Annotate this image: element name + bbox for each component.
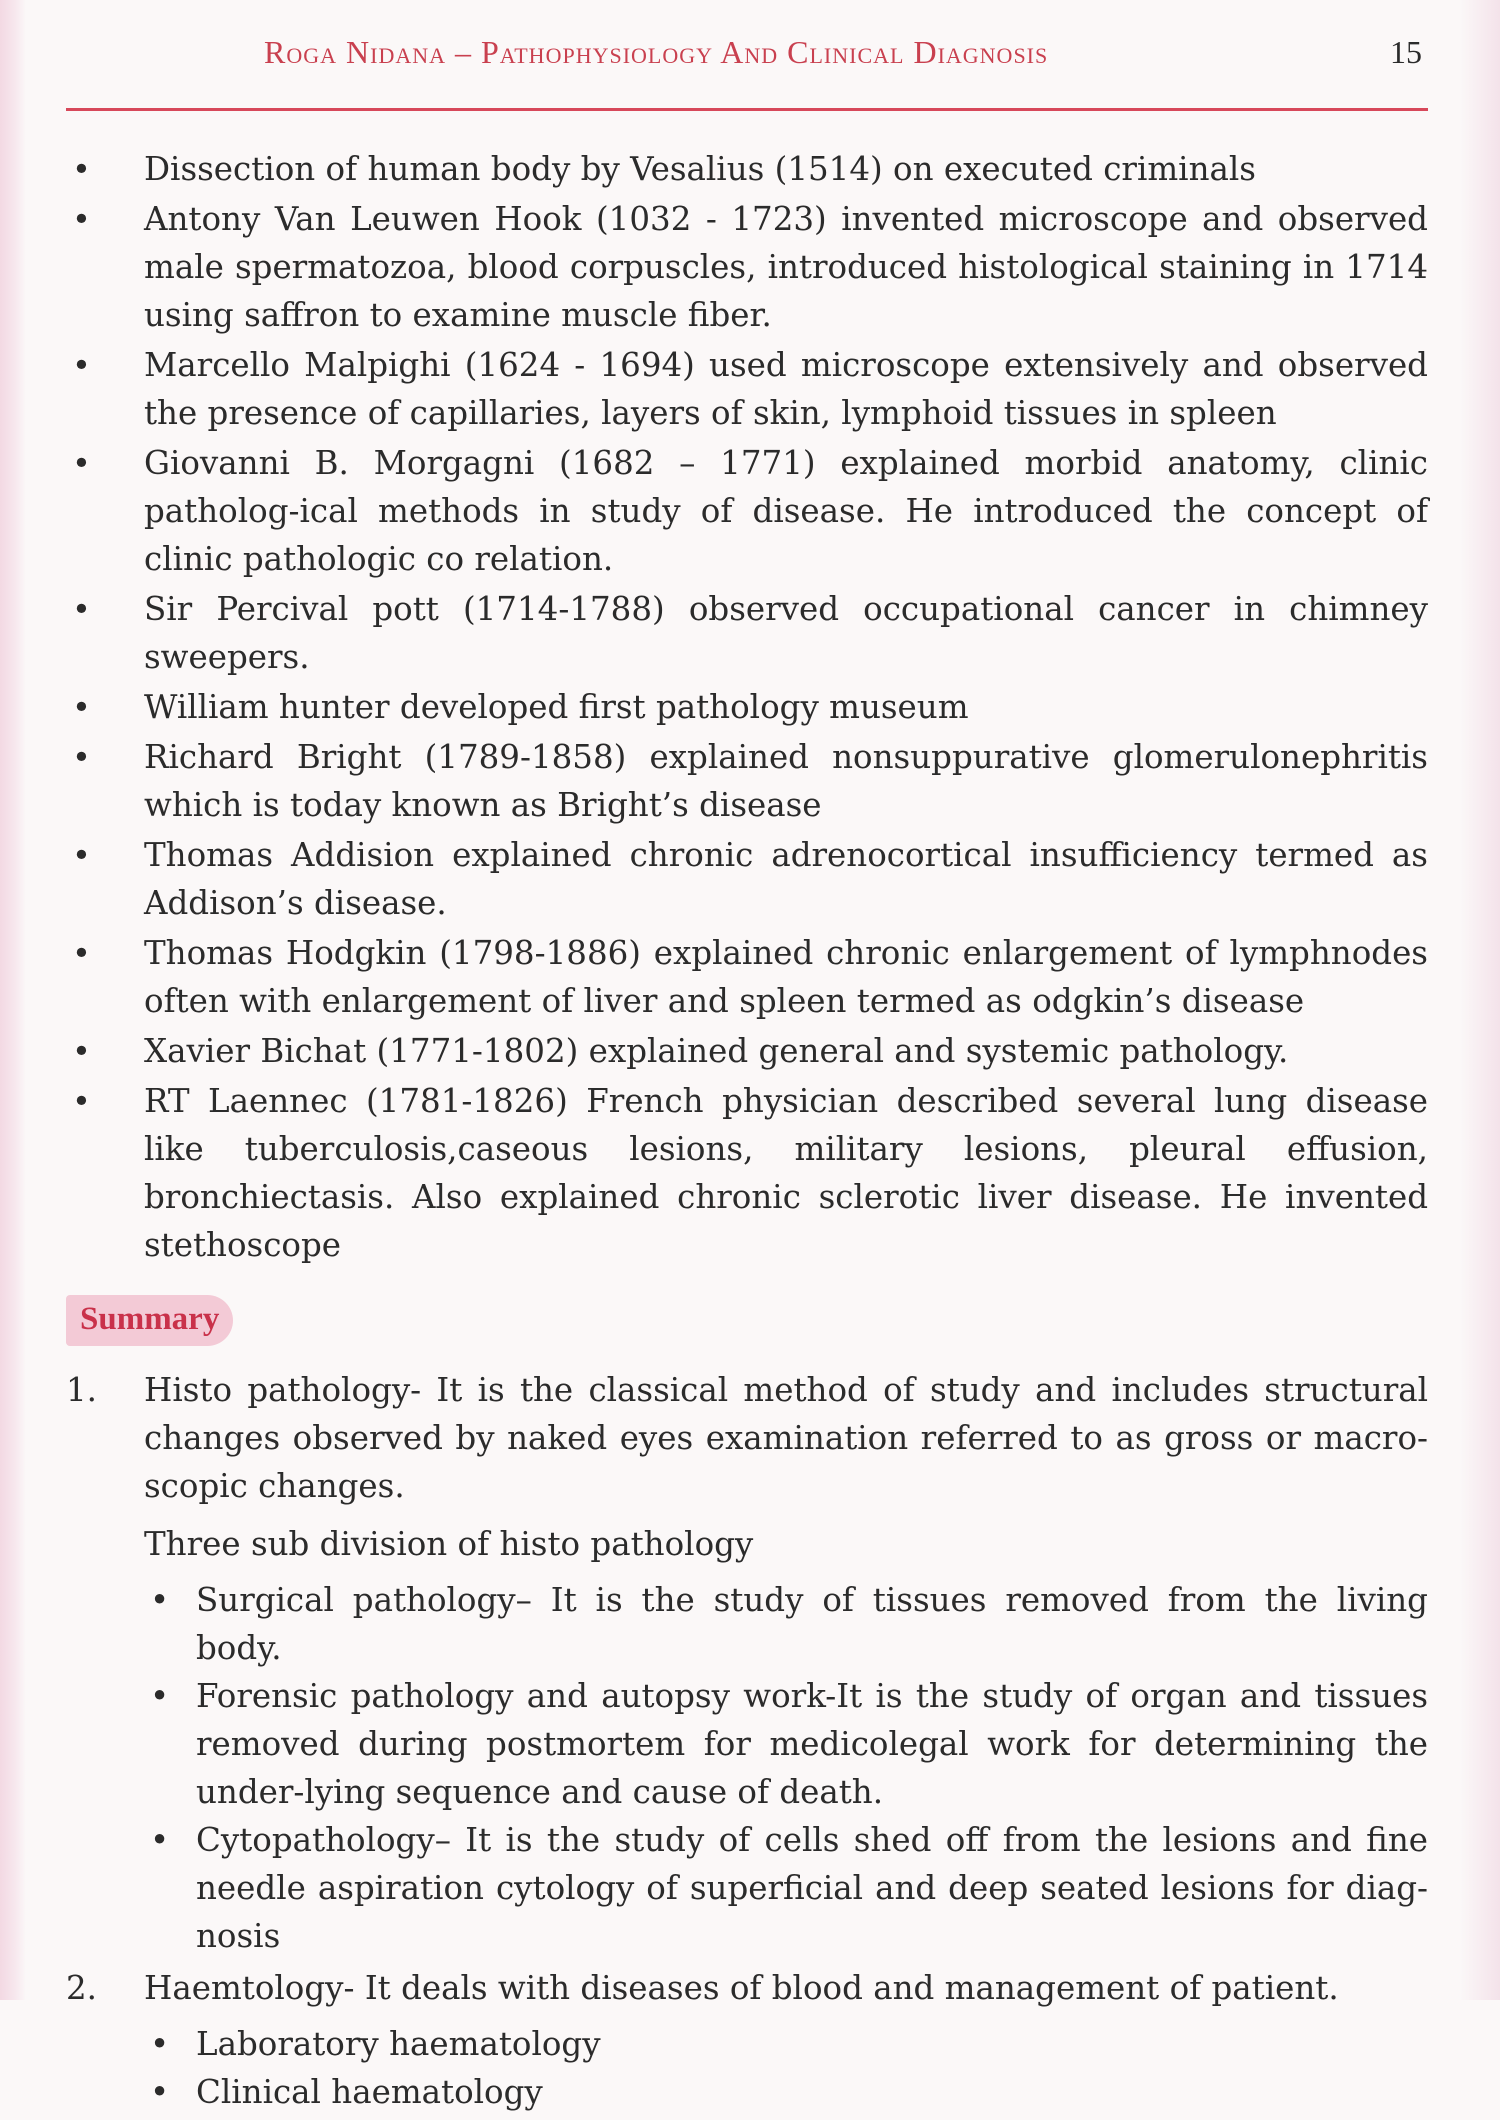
bullet-icon: •	[72, 590, 91, 628]
list-item: • Marcello Malpighi (1624 - 1694) used microscope extensively and observed the presence of capillaries, layers of skin, lymphoid tissues in spleen	[66, 341, 1428, 437]
item-number: 1.	[66, 1371, 98, 1409]
bullet-icon: •	[72, 1082, 91, 1120]
bullet-icon: •	[72, 688, 91, 726]
list-item: • Sir Percival pott (1714-1788) observed occupational cancer in chimney sweepers.	[66, 585, 1428, 681]
bullet-icon: •	[72, 836, 91, 874]
list-item: • Xavier Bichat (1771-1802) explained general and systemic pathology.	[66, 1027, 1428, 1075]
bullet-icon: •	[150, 1581, 170, 1619]
item-text: Haemtology- It deals with diseases of blood and management of patient.	[144, 1969, 1339, 2007]
book-page	[66, 0, 1428, 2120]
sub-list-item: • Laboratory haematology	[144, 2020, 1428, 2068]
bullet-icon: •	[72, 200, 91, 238]
summary-item	[66, 1366, 1428, 1960]
bullet-icon: •	[72, 444, 91, 482]
page-number: 15	[1390, 34, 1422, 70]
list-item: • Dissection of human body by Vesalius (1514) on executed criminals	[66, 145, 1428, 193]
running-header	[66, 30, 1428, 111]
list-item: • William hunter developed first pathology museum	[66, 683, 1428, 731]
bullet-icon: •	[72, 346, 91, 384]
list-item: • Giovanni B. Morgagni (1682 – 1771) explained morbid anatomy, clinic patholog-ical methods in study of disease. He introduced the concept of clinic pathologic co relation.	[66, 439, 1428, 583]
bullet-icon: •	[150, 1821, 170, 1859]
running-title: Roga Nidana – Pathophysiology And Clinical Diagnosis	[264, 34, 1049, 70]
page-edge-left	[0, 0, 26, 2000]
summary-heading: Summary	[66, 1295, 233, 1346]
bullet-icon: •	[72, 150, 91, 188]
list-item: • Thomas Hodgkin (1798-1886) explained chronic enlargement of lymphnodes often with enlargement of liver and spleen termed as odgkin’s disease	[66, 929, 1428, 1025]
page-edge-right	[1460, 0, 1500, 2000]
subheading: Three sub division of histo pathology	[144, 1525, 754, 1563]
sub-list-item: • Forensic pathology and autopsy work-It is the study of organ and tissues removed during postmortem for medicolegal work for determining the under-lying sequence and cause of death.	[144, 1672, 1428, 1816]
list-item: • Thomas Addision explained chronic adrenocortical insufficiency termed as Addison’s disease.	[66, 831, 1428, 927]
list-item: • Antony Van Leuwen Hook (1032 - 1723) invented microscope and observed male spermatozoa, blood corpuscles, introduced histological staining in 1714 using saffron to examine muscle fiber.	[66, 195, 1428, 339]
bullet-icon: •	[150, 2025, 170, 2063]
summary-item	[66, 1964, 1428, 2116]
sub-list	[144, 2020, 1428, 2116]
bullet-icon: •	[150, 2073, 170, 2111]
sub-list-item: • Cytopathology– It is the study of cells shed off from the lesions and fine needle aspiration cytology of superficial and deep seated lesions for diag-nosis	[144, 1816, 1428, 1960]
list-item: • Richard Bright (1789-1858) explained nonsuppurative glomerulonephritis which is today known as Bright’s disease	[66, 733, 1428, 829]
bullet-icon: •	[72, 934, 91, 972]
summary-list	[66, 1366, 1428, 2116]
item-number: 2.	[66, 1969, 98, 2007]
sub-list-item: • Clinical haematology	[144, 2068, 1428, 2116]
bullet-icon: •	[150, 1677, 170, 1715]
sub-list-item: • Surgical pathology– It is the study of tissues removed from the living body.	[144, 1576, 1428, 1672]
bullet-icon: •	[72, 1032, 91, 1070]
item-text: Histo pathology- It is the classical method of study and includes structural changes observed by naked eyes examination referred to as gross or macro-scopic changes.	[144, 1371, 1428, 1505]
bullet-icon: •	[72, 738, 91, 776]
history-list	[66, 145, 1428, 1269]
sub-list	[144, 1576, 1428, 1960]
list-item: • RT Laennec (1781-1826) French physician described several lung disease like tuberculosis,caseous lesions, military lesions, pleural effusion, bronchiectasis. Also explained chronic sclerotic liver disease. He invented stethoscope	[66, 1077, 1428, 1269]
